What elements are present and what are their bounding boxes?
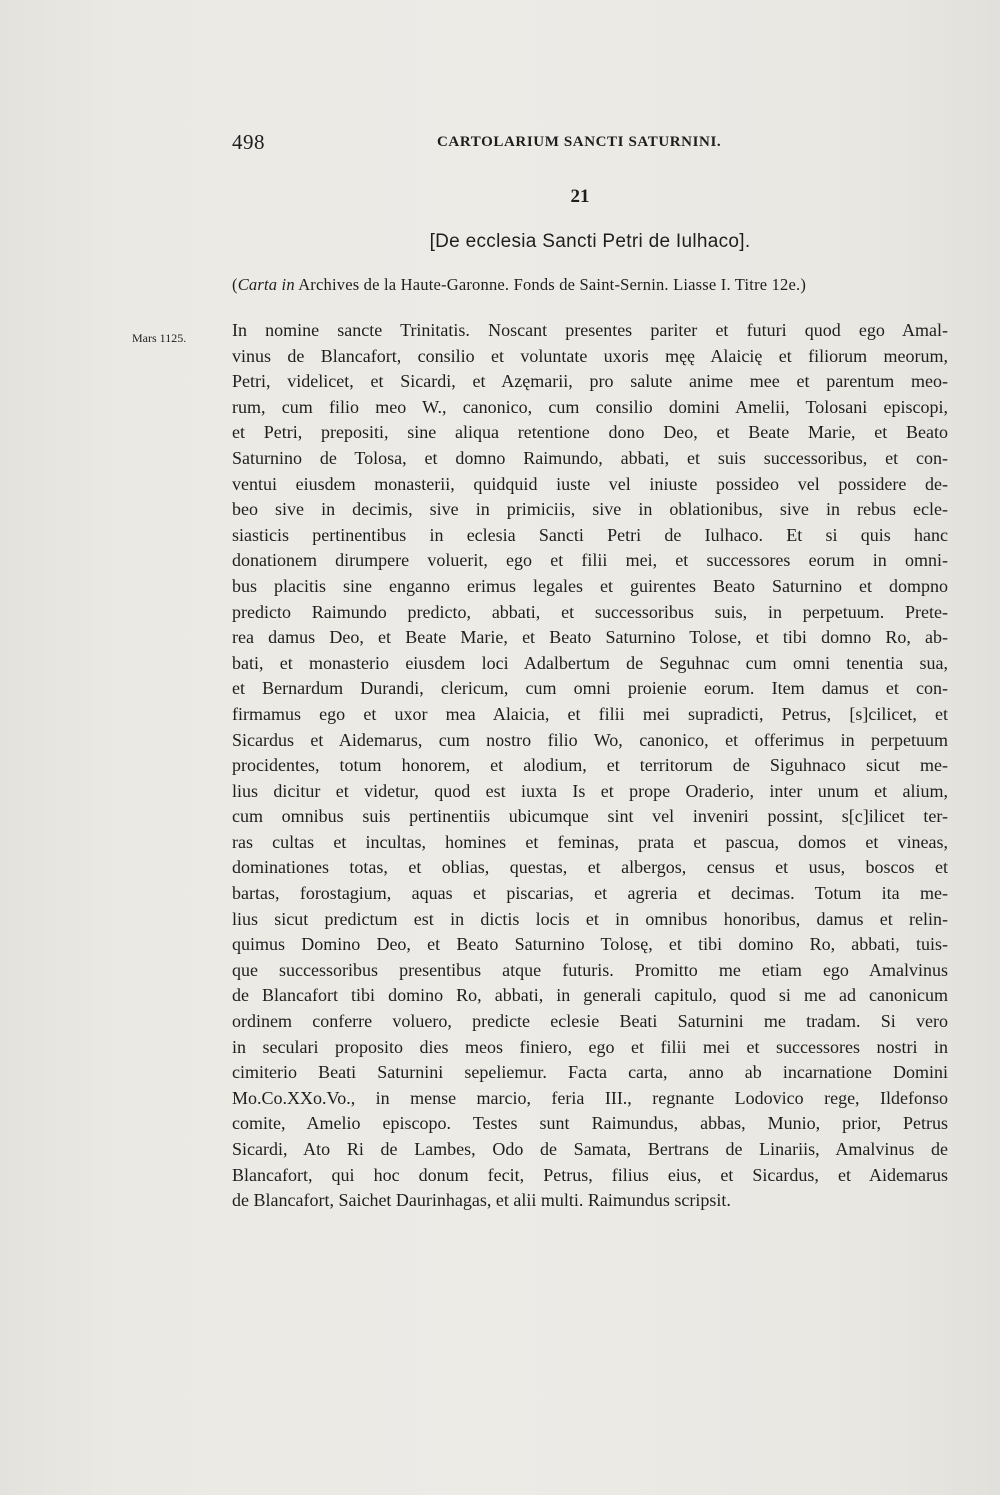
text-line: lius dicitur et videtur, quod est iuxta Is et prope Oraderio, inter unum et alium, xyxy=(232,780,948,801)
text-line: lius sicut predictum est in dictis locis et in omnibus honoribus, damus et relin- xyxy=(232,908,948,929)
text-line: Mo.Co.XXo.Vo., in mense marcio, feria III., regnante Lodovico rege, Ildefonso xyxy=(232,1087,948,1108)
text-line: que successoribus presentibus atque futuris. Promitto me etiam ego Amalvinus xyxy=(232,959,948,980)
text-line: donationem dirumpere voluerit, ego et filii mei, et successores eorum in omni- xyxy=(232,550,948,571)
text-line: de Blancafort tibi domino Ro, abbati, in generali capitulo, quod si me ad canonicum xyxy=(232,985,948,1006)
source-note-carta-in: Carta in xyxy=(237,275,295,294)
text-line: Blancafort, qui hoc donum fecit, Petrus, filius eius, et Sicardus, et Aidemarus xyxy=(232,1164,948,1185)
text-line: firmamus ego et uxor mea Alaicia, et filii mei supradicti, Petrus, [s]cilicet, et xyxy=(232,703,948,724)
text-line: Sicardi, Ato Ri de Lambes, Odo de Samata, Bertrans de Linariis, Amalvinus de xyxy=(232,1139,948,1159)
text-line: quimus Domino Deo, et Beato Saturnino Tolosę, et tibi domino Ro, abbati, tuis- xyxy=(232,934,948,955)
charter-text xyxy=(232,318,948,1214)
document-title: [De ecclesia Sancti Petri de Iulhaco]. xyxy=(429,231,751,252)
text-line: siasticis pertinentibus in eclesia Sancti Petri de Iulhaco. Et si quis hanc xyxy=(232,524,948,545)
running-title: CARTOLARIUM SANCTI SATURNINI. xyxy=(437,134,722,150)
text-line: ventui eiusdem monasterii, quidquid iuste vel iniuste possideo vel possidere de- xyxy=(232,473,948,494)
text-line: cimiterio Beati Saturnini sepeliemur. Facta carta, anno ab incarnatione Domini xyxy=(232,1062,948,1083)
text-line: rea damus Deo, et Beate Marie, et Beato Saturnino Tolose, et tibi domno Ro, ab- xyxy=(232,627,948,648)
page-number: 498 xyxy=(232,130,265,154)
text-line: Sicardus et Aidemarus, cum nostro filio Wo, canonico, et offerimus in perpetuum xyxy=(232,729,948,750)
text-line: bus placitis sine enganno erimus legales et guirentes Beato Saturnino et dompno xyxy=(232,575,948,596)
text-line: rum, cum filio meo W., canonico, cum consilio domini Amelii, Tolosani episcopi, xyxy=(232,396,948,417)
text-line: In nomine sancte Trinitatis. Noscant presentes pariter et futuri quod ego Amal- xyxy=(232,320,948,340)
text-line: procidentes, totum honorem, et alodium, et territorum de Siguhnaco sicut me- xyxy=(232,755,948,776)
running-head xyxy=(232,130,948,160)
source-note xyxy=(232,275,948,295)
text-line: bati, et monasterio eiusdem loci Adalbertum de Seguhnac cum omni tenentia sua, xyxy=(232,652,948,673)
text-line: ordinem conferre voluero, predicte eclesie Beati Saturnini me tradam. Si vero xyxy=(232,1011,948,1032)
text-line: beo sive in decimis, sive in primiciis, sive in oblationibus, sive in rebus ecle- xyxy=(232,499,948,520)
text-line: de Blancafort, Saichet Daurinhagas, et alii multi. Raimundus scripsit. xyxy=(232,1190,731,1211)
text-line: predicto Raimundo predicto, abbati, et successoribus suis, in perpetuum. Prete- xyxy=(232,601,948,622)
text-line: cum omnibus suis pertinentiis ubicumque sint vel inveniri possint, s[c]ilicet ter- xyxy=(232,806,948,827)
source-note-open: ( xyxy=(232,275,238,294)
text-line: et Petri, prepositi, sine aliqua retentione dono Deo, et Beate Marie, et Beato xyxy=(232,422,948,443)
text-line: Saturnino de Tolosa, et domno Raimundo, abbati, et suis successoribus, et con- xyxy=(232,447,948,468)
source-note-rest: Archives de la Haute-Garonne. Fonds de Saint-Sernin. Liasse I. Titre 12e.) xyxy=(294,275,807,294)
text-line: vinus de Blancafort, consilio et voluntate uxoris męę Alaicię et filiorum meorum, xyxy=(232,345,948,366)
text-line: ras cultas et incultas, homines et feminas, prata et pascua, domos et vineas, xyxy=(232,831,948,852)
text-line: et Bernardum Durandi, clericum, cum omni proienie eorum. Item damus et con- xyxy=(232,678,948,699)
document-number: 21 xyxy=(570,186,590,207)
text-line: dominationes totas, et oblias, questas, et albergos, census et usus, boscos et xyxy=(232,857,948,878)
text-line: comite, Amelio episcopo. Testes sunt Raimundus, abbas, Munio, prior, Petrus xyxy=(232,1113,948,1134)
text-line: bartas, forostagium, aquas et piscarias, et agreria et decimas. Totum ita me- xyxy=(232,883,948,904)
text-line: in seculari proposito dies meos finiero, ego et filii mei et successores nostri in xyxy=(232,1036,948,1057)
text-line: Petri, videlicet, et Sicardi, et Azęmarii, pro salute anime mee et parentum meo- xyxy=(232,371,948,392)
margin-date: Mars 1125. xyxy=(132,331,187,345)
